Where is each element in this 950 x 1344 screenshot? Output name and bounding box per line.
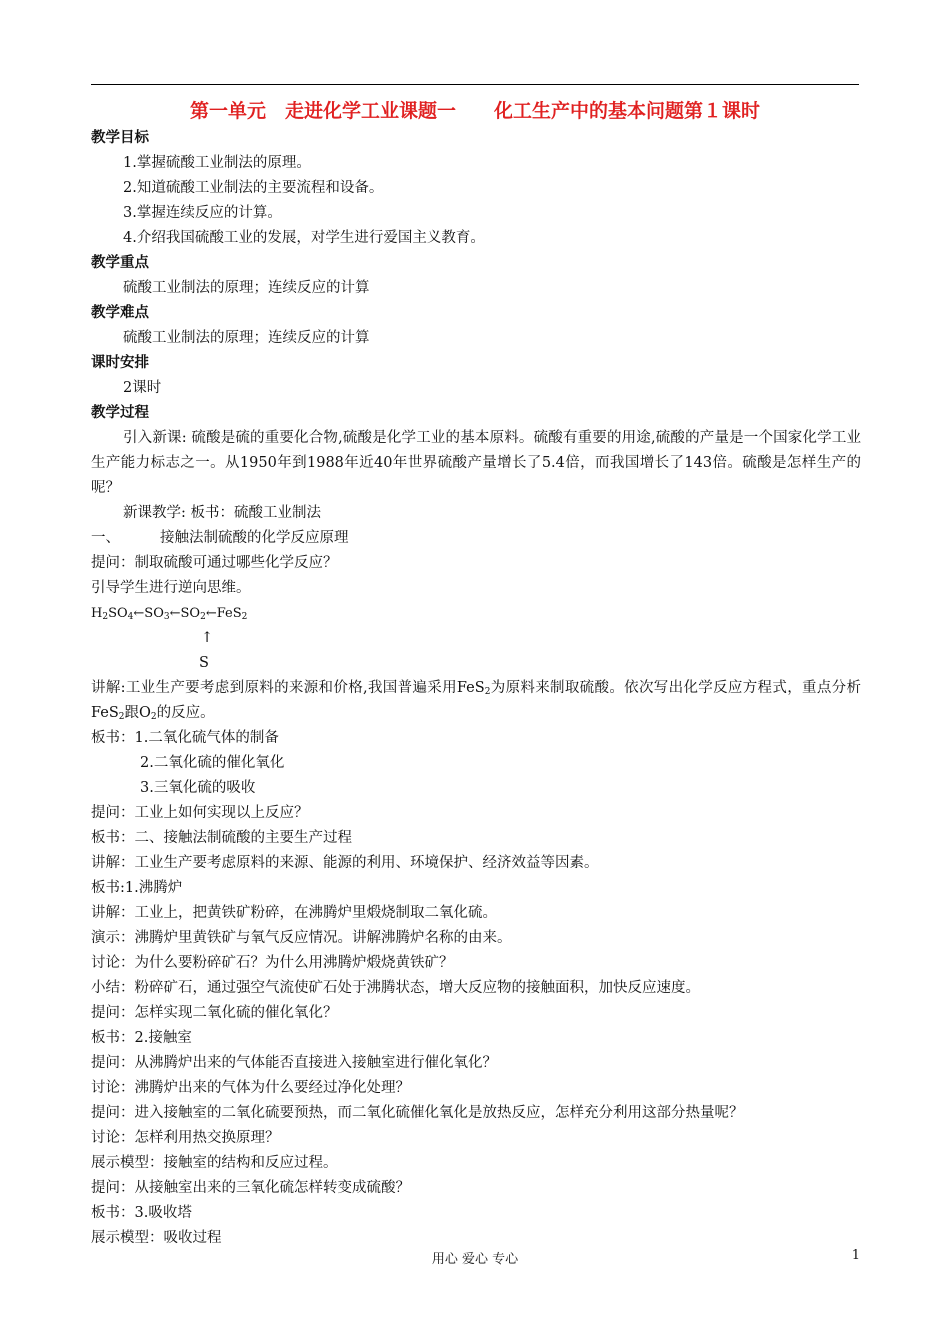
guide-line: 引导学生进行逆向思维。 <box>91 580 251 596</box>
left-arrow-icon: ← <box>133 606 145 621</box>
difficulty-text: 硫酸工业制法的原理；连续反应的计算 <box>123 330 370 346</box>
goal-item: 4.介绍我国硫酸工业的发展，对学生进行爱国主义教育。 <box>123 230 485 246</box>
text-line: 展示模型：吸收过程 <box>91 1230 222 1246</box>
document-body <box>91 126 861 1251</box>
goals-heading: 教学目标 <box>91 130 149 146</box>
board-item: 3.三氧化硫的吸收 <box>140 780 256 796</box>
reaction-chain: $H_2SO_4\leftarrow SO_3\leftarrow SO_2\leftarrow FeS_2$ <box>91 606 248 622</box>
text-line: 板书：二、接触法制硫酸的主要生产过程 <box>91 830 352 846</box>
text-line: 板书：2.接触室 <box>91 1030 192 1046</box>
text-line: 提问：怎样实现二氧化硫的催化氧化？ <box>91 1005 338 1021</box>
text-line: 提问：从沸腾炉出来的气体能否直接进入接触室进行催化氧化？ <box>91 1055 497 1071</box>
goal-item: 2.知道硫酸工业制法的主要流程和设备。 <box>123 180 384 196</box>
text-line: 演示：沸腾炉里黄铁矿与氧气反应情况。讲解沸腾炉名称的由来。 <box>91 930 512 946</box>
question-line: 提问：制取硫酸可通过哪些化学反应？ <box>91 555 338 571</box>
goal-item: 1.掌握硫酸工业制法的原理。 <box>123 155 311 171</box>
page-number: 1 <box>851 1248 860 1263</box>
key-text: 硫酸工业制法的原理；连续反应的计算 <box>123 280 370 296</box>
text-line: 讨论：为什么要粉碎矿石？为什么用沸腾炉煅烧黄铁矿？ <box>91 955 454 971</box>
board-line: 板书：1.二氧化硫气体的制备 <box>91 730 279 746</box>
up-arrow-icon: ↑ <box>201 630 214 646</box>
explain-paragraph: 讲解:工业生产要考虑到原料的来源和价格,我国普遍采用FeS$_2$为原料来制取硫酸。依次写出化学反应方程式，重点分析FeS$_2$跟$O_2$的反应。 <box>91 680 862 722</box>
key-heading: 教学重点 <box>91 255 149 271</box>
schedule-text: 2课时 <box>123 380 162 396</box>
text-line: 讲解：工业上，把黄铁矿粉碎，在沸腾炉里煅烧制取二氧化硫。 <box>91 905 497 921</box>
text-line: 板书:1.沸腾炉 <box>91 880 183 896</box>
text-line: 讨论：怎样利用热交换原理？ <box>91 1130 280 1146</box>
text-line: 展示模型：接触室的结构和反应过程。 <box>91 1155 338 1171</box>
part1-number: 一、 <box>91 530 120 546</box>
sulfur-label: S <box>199 655 209 671</box>
text-line: 讨论：沸腾炉出来的气体为什么要经过净化处理？ <box>91 1080 410 1096</box>
left-arrow-icon: ← <box>169 606 181 621</box>
schedule-heading: 课时安排 <box>91 355 149 371</box>
text-line: 提问：进入接触室的二氧化硫要预热，而二氧化硫催化氧化是放热反应，怎样充分利用这部分热量呢？ <box>91 1105 744 1121</box>
page-footer: 用心 爱心 专心 <box>431 1252 519 1267</box>
text-line: 提问：从接触室出来的三氧化硫怎样转变成硫酸？ <box>91 1180 410 1196</box>
part1-heading <box>91 526 861 551</box>
new-lesson-line: 新课教学: 板书：硫酸工业制法 <box>123 505 321 521</box>
page-title: 第一单元 走进化学工业课题一 化工生产中的基本问题第１课时 <box>189 100 760 122</box>
text-line: 板书：3.吸收塔 <box>91 1205 192 1221</box>
part1-title: 接触法制硫酸的化学反应原理 <box>160 530 349 546</box>
text-line: 提问：工业上如何实现以上反应？ <box>91 805 309 821</box>
difficulty-heading: 教学难点 <box>91 305 149 321</box>
left-arrow-icon: ← <box>205 606 217 621</box>
intro-paragraph: 引入新课: 硫酸是硫的重要化合物,硫酸是化学工业的基本原料。硫酸有重要的用途,硫酸的产量是一个国家化学工业生产能力标志之一。从1950年到1988年近40年世界硫酸产量增长了5.4倍，而我国增长了143倍。硫酸是怎样生产的呢？ <box>91 430 861 496</box>
header-rule <box>91 84 859 85</box>
text-line: 小结：粉碎矿石，通过强空气流使矿石处于沸腾状态，增大反应物的接触面积，加快反应速度。 <box>91 980 700 996</box>
board-item: 2.二氧化硫的催化氧化 <box>140 755 285 771</box>
process-heading: 教学过程 <box>91 405 149 421</box>
goal-item: 3.掌握连续反应的计算。 <box>123 205 282 221</box>
text-line: 讲解：工业生产要考虑原料的来源、能源的利用、环境保护、经济效益等因素。 <box>91 855 599 871</box>
